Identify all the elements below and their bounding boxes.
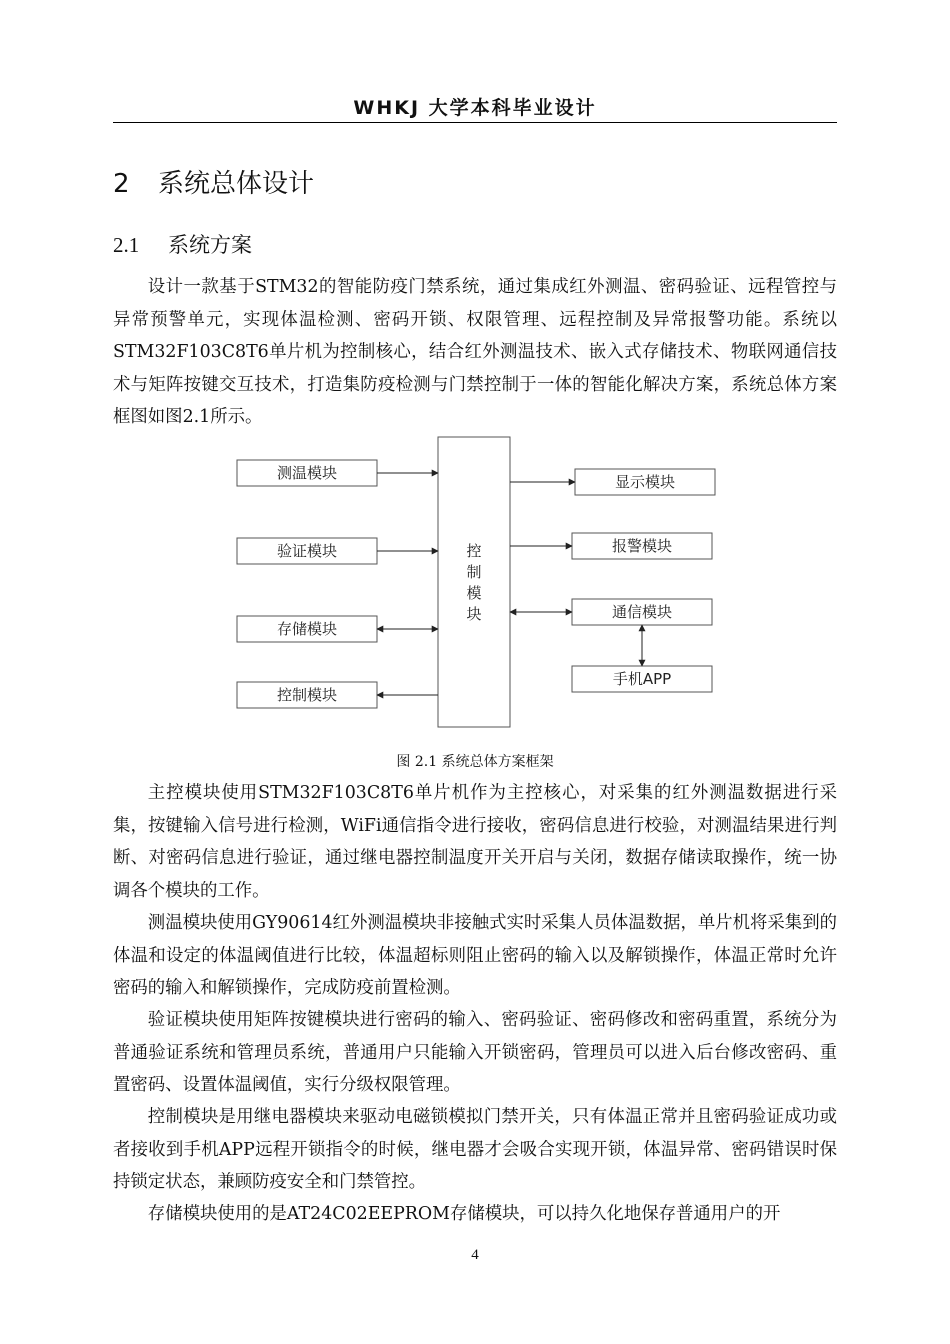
main-control-box (438, 437, 510, 727)
section-title: 系统方案 (168, 233, 252, 257)
block-diagram-svg (230, 432, 730, 742)
alarm-module-label: 报警模块 (611, 537, 673, 555)
storage-module-label: 存储模块 (276, 620, 338, 638)
comm-module-label: 通信模块 (611, 603, 673, 621)
system-block-diagram (230, 432, 730, 746)
verify-module-label: 验证模块 (276, 542, 338, 560)
paragraph-temp-module: 测温模块使用GY90614红外测温模块非接触式实时采集人员体温数据，单片机将采集到的体温和设定的体温阈值进行比较，体温超标则阻止密码的输入以及解锁操作，体温正常时允许密码的输入和解锁操作，完成防疫前置检测。 (113, 913, 837, 998)
figure-caption: 图 2.1 系统总体方案框架 (396, 754, 554, 770)
page-number: 4 (471, 1247, 479, 1263)
chapter-heading (113, 163, 314, 200)
main-control-char-3: 模 (466, 584, 482, 602)
chapter-title: 系统总体设计 (158, 169, 315, 199)
header-rule (113, 122, 837, 123)
temp-module-label: 测温模块 (276, 464, 338, 482)
phone-app-label: 手机APP (612, 670, 672, 688)
paragraph-control-module: 控制模块是用继电器模块来驱动电磁锁模拟门禁开关，只有体温正常并且密码验证成功或者接收到手机APP远程开锁指令的时候，继电器才会吸合实现开锁，体温异常、密码错误时保持锁定状态，兼顾防疫安全和门禁管控。 (113, 1107, 837, 1192)
paragraph-intro: 设计一款基于STM32的智能防疫门禁系统，通过集成红外测温、密码验证、远程管控与异常预警单元，实现体温检测、密码开锁、权限管理、远程控制及异常报警功能。系统以STM32F103C8T6单片机为控制核心，结合红外测温技术、嵌入式存储技术、物联网通信技术与矩阵按键交互技术，打造集防疫检测与门禁控制于一体的智能化解决方案，系统总体方案框图如图2.1所示。 (113, 277, 837, 427)
main-control-char-1: 控 (466, 542, 482, 560)
chapter-number: 2 (113, 169, 130, 199)
display-module-label: 显示模块 (614, 473, 676, 491)
section-number: 2.1 (113, 233, 140, 257)
paragraph-storage-module: 存储模块使用的是AT24C02EEPROM存储模块，可以持久化地保存普通用户的开 (147, 1204, 781, 1224)
paragraph-verify-module: 验证模块使用矩阵按键模块进行密码的输入、密码验证、密码修改和密码重置，系统分为普通验证系统和管理员系统，普通用户只能输入开锁密码，管理员可以进入后台修改密码、重置密码、设置体温阈值，实行分级权限管理。 (113, 1010, 837, 1095)
main-control-char-4: 块 (466, 605, 482, 623)
page-header: WHKJ 大学本科毕业设计 (353, 97, 597, 119)
paragraph-main-control: 主控模块使用STM32F103C8T6单片机作为主控核心，对采集的红外测温数据进行采集，按键输入信号进行检测，WiFi通信指令进行接收，密码信息进行校验，对测温结果进行判断、对密码信息进行验证，通过继电器控制温度开关开启与关闭，数据存储读取操作，统一协调各个模块的工作。 (113, 783, 837, 901)
section-heading (113, 229, 252, 259)
main-control-char-2: 制 (466, 563, 482, 581)
control-out-module-label: 控制模块 (276, 686, 338, 704)
